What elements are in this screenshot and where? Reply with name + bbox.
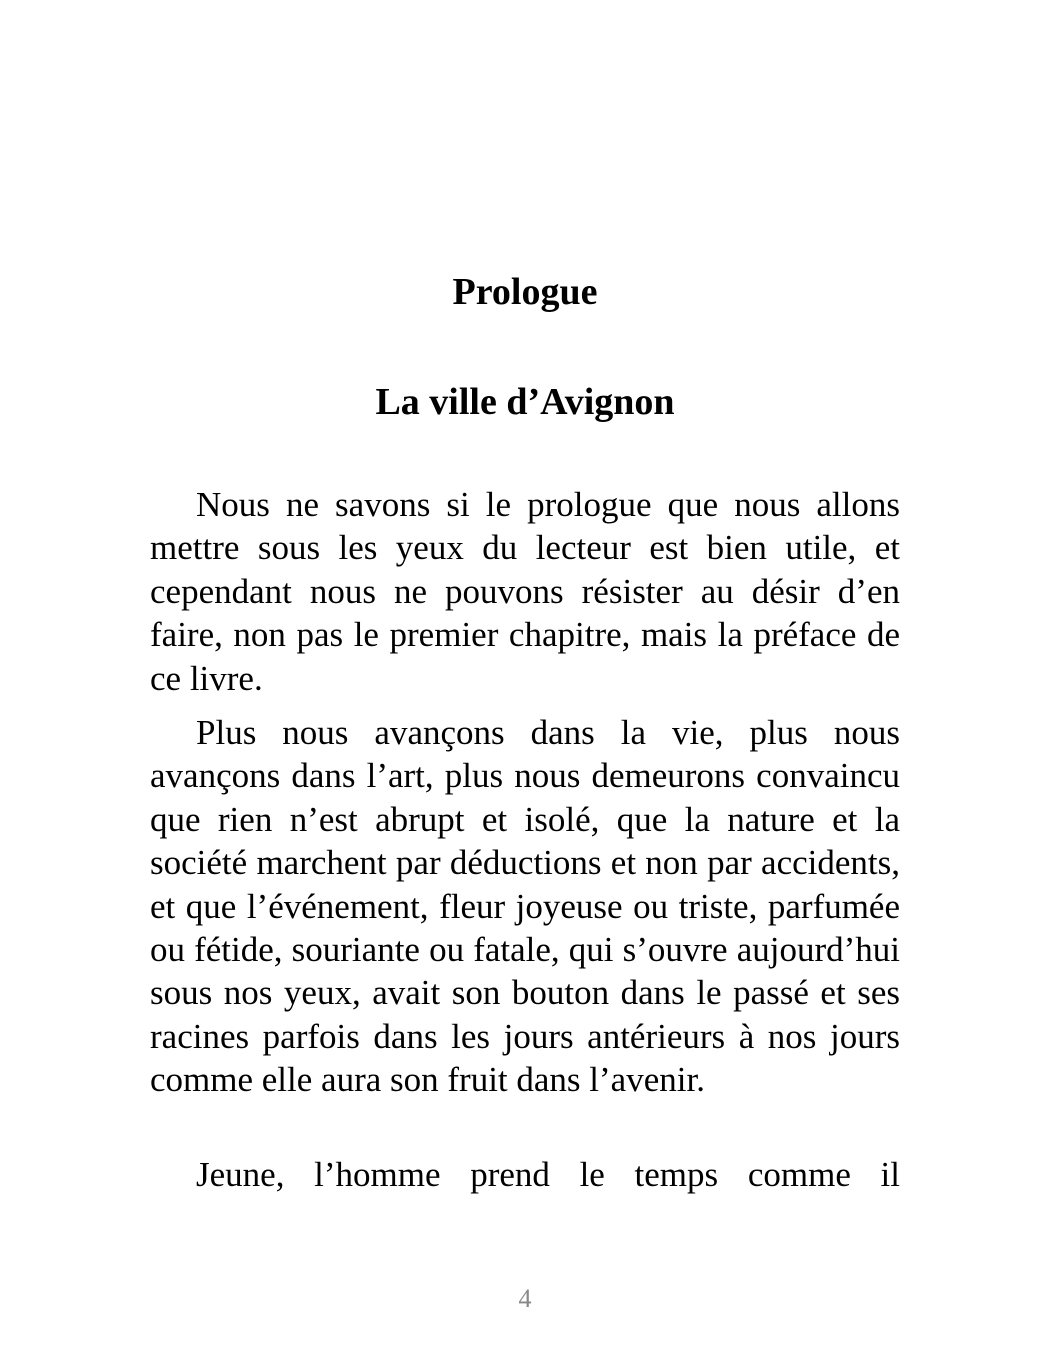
paragraph-1: Nous ne savons si le prologue que nous allons mettre sous les yeux du lecteur est bien utile, et cependant nous ne pouvons résister au désir d’en faire, non pas le premier chapitre, mais la préface de ce livre. <box>150 485 900 698</box>
page-title: Prologue <box>452 271 598 313</box>
book-page <box>150 0 900 1350</box>
paragraph-3: Jeune, l’homme prend le temps comme il <box>196 1155 900 1194</box>
page-number: 4 <box>518 1284 532 1313</box>
chapter-title: La ville d’Avignon <box>375 381 675 423</box>
paragraph-2: Plus nous avançons dans la vie, plus nous avançons dans l’art, plus nous demeurons convaincu que rien n’est abrupt et isolé, que la nature et la société marchent par déductions et non par accidents, et que l’événement, fleur joyeuse ou triste, parfumée ou fétide, souriante ou fatale, qui s’ouvre aujourd’hui sous nos yeux, avait son bouton dans le passé et ses racines parfois dans les jours antérieurs à nos jours comme elle aura son fruit dans l’avenir. <box>150 713 900 1100</box>
